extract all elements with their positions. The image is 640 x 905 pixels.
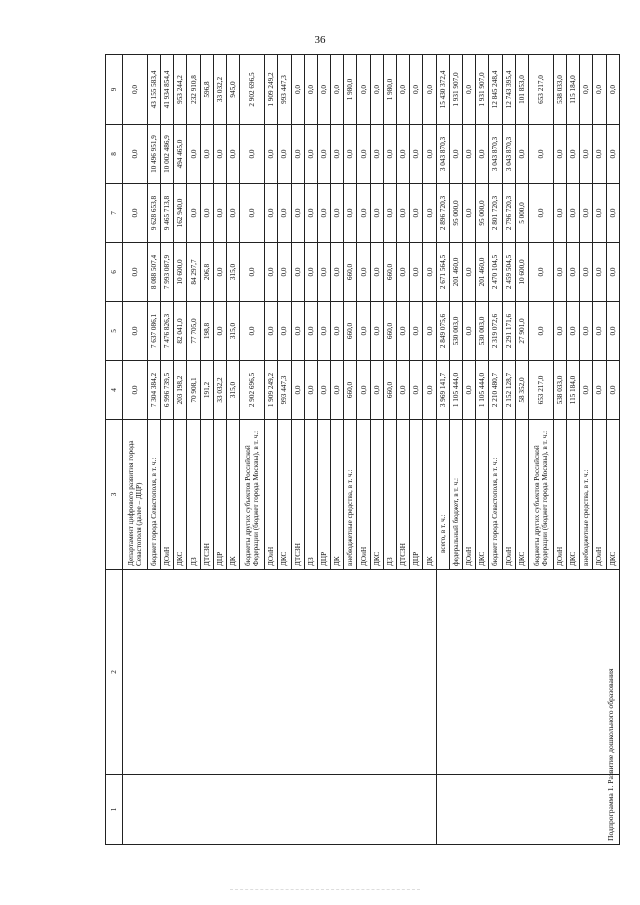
col-header: 3 xyxy=(106,420,123,570)
value-cell: 0,0 xyxy=(291,361,304,420)
value-cell: 0,0 xyxy=(606,361,619,420)
value-cell: 0,0 xyxy=(462,184,475,243)
value-cell: 0,0 xyxy=(370,125,383,184)
value-cell: 0,0 xyxy=(357,361,370,420)
value-cell: 0,0 xyxy=(213,125,226,184)
value-cell: 0,0 xyxy=(553,125,566,184)
value-cell: 0,0 xyxy=(410,361,423,420)
value-cell: 0,0 xyxy=(304,361,317,420)
value-cell: 0,0 xyxy=(567,243,580,302)
value-cell: 2 849 075,6 xyxy=(436,302,449,361)
row-label: ДОиН xyxy=(462,420,475,570)
value-cell: 0,0 xyxy=(515,125,528,184)
value-cell: 0,0 xyxy=(370,55,383,125)
value-cell: 0,0 xyxy=(304,125,317,184)
value-cell: 0,0 xyxy=(606,243,619,302)
value-cell: 7 993 087,9 xyxy=(161,243,174,302)
value-cell: 0,0 xyxy=(423,243,436,302)
value-cell: 0,0 xyxy=(240,302,265,361)
value-cell: 0,0 xyxy=(423,302,436,361)
value-cell: 0,0 xyxy=(370,243,383,302)
value-cell: 1 931 907,0 xyxy=(449,55,462,125)
row-label: бюджеты других субъектов Российской Федерации (бюджет города Москвы), в т. ч.: xyxy=(240,420,265,570)
value-cell: 0,0 xyxy=(278,243,291,302)
value-cell: 162 940,0 xyxy=(174,184,187,243)
value-cell: 43 155 583,4 xyxy=(147,55,160,125)
row-label: ДОиН xyxy=(593,420,606,570)
value-cell: 0,0 xyxy=(606,184,619,243)
row-label: ДК xyxy=(227,420,240,570)
value-cell: 0,0 xyxy=(410,125,423,184)
value-cell: 0,0 xyxy=(383,125,396,184)
value-cell: 0,0 xyxy=(553,243,566,302)
row-label: ДКС xyxy=(476,420,489,570)
value-cell: 7 476 826,3 xyxy=(161,302,174,361)
value-cell: 10 002 486,9 xyxy=(161,125,174,184)
col1-empty-cell xyxy=(123,775,437,845)
value-cell: 0,0 xyxy=(357,302,370,361)
value-cell: 0,0 xyxy=(331,302,344,361)
value-cell: 0,0 xyxy=(304,184,317,243)
value-cell: 0,0 xyxy=(123,55,148,125)
row-label: ДЗ xyxy=(187,420,200,570)
value-cell: 15 430 372,4 xyxy=(436,55,449,125)
value-cell: 0,0 xyxy=(278,302,291,361)
value-cell: 0,0 xyxy=(331,361,344,420)
value-cell: 7 304 384,2 xyxy=(147,361,160,420)
value-cell: 0,0 xyxy=(593,125,606,184)
value-cell: 315,0 xyxy=(227,361,240,420)
table-row xyxy=(123,55,148,845)
value-cell: 0,0 xyxy=(357,125,370,184)
value-cell: 3 043 870,3 xyxy=(436,125,449,184)
value-cell: 315,0 xyxy=(227,243,240,302)
value-cell: 0,0 xyxy=(423,361,436,420)
value-cell: 10 600,0 xyxy=(174,243,187,302)
value-cell: 596,8 xyxy=(200,55,213,125)
value-cell: 0,0 xyxy=(304,302,317,361)
value-cell: 0,0 xyxy=(567,302,580,361)
row-label: ДК xyxy=(423,420,436,570)
col2-empty-cell xyxy=(436,570,619,775)
rotated-table-wrapper xyxy=(105,55,620,845)
value-cell: 0,0 xyxy=(410,243,423,302)
value-cell: 0,0 xyxy=(331,243,344,302)
value-cell: 2 470 104,5 xyxy=(489,243,502,302)
value-cell: 0,0 xyxy=(213,184,226,243)
value-cell: 1 105 444,0 xyxy=(449,361,462,420)
value-cell: 41 934 854,4 xyxy=(161,55,174,125)
value-cell: 0,0 xyxy=(317,243,330,302)
value-cell: 0,0 xyxy=(291,243,304,302)
value-cell: 0,0 xyxy=(397,184,410,243)
row-label: ДКС xyxy=(370,420,383,570)
row-label: бюджет города Севастополя, в т. ч.: xyxy=(489,420,502,570)
value-cell: 660,0 xyxy=(383,361,396,420)
value-cell: 0,0 xyxy=(227,125,240,184)
value-cell: 0,0 xyxy=(331,184,344,243)
value-cell: 0,0 xyxy=(240,243,265,302)
value-cell: 1 909 249,2 xyxy=(265,55,278,125)
value-cell: 0,0 xyxy=(580,302,593,361)
value-cell: 0,0 xyxy=(397,125,410,184)
value-cell: 0,0 xyxy=(370,302,383,361)
value-cell: 2 210 480,7 xyxy=(489,361,502,420)
value-cell: 0,0 xyxy=(580,55,593,125)
value-cell: 2 796 720,3 xyxy=(502,184,515,243)
col-header: 9 xyxy=(106,55,123,125)
value-cell: 315,0 xyxy=(227,302,240,361)
row-label: бюджет города Севастополя, в т. ч.: xyxy=(147,420,160,570)
value-cell: 0,0 xyxy=(370,184,383,243)
value-cell: 0,0 xyxy=(291,55,304,125)
col-header: 6 xyxy=(106,243,123,302)
value-cell: 0,0 xyxy=(291,184,304,243)
value-cell: 0,0 xyxy=(317,125,330,184)
row-label: ДЦР xyxy=(317,420,330,570)
value-cell: 660,0 xyxy=(344,361,357,420)
value-cell: 0,0 xyxy=(593,361,606,420)
row-label: ДЦР xyxy=(410,420,423,570)
value-cell: 0,0 xyxy=(317,302,330,361)
row-label: ДТСЗН xyxy=(200,420,213,570)
value-cell: 0,0 xyxy=(528,302,553,361)
value-cell: 530 003,0 xyxy=(449,302,462,361)
value-cell: 0,0 xyxy=(553,302,566,361)
col-header: 4 xyxy=(106,361,123,420)
col-header: 5 xyxy=(106,302,123,361)
value-cell: 2 902 696,5 xyxy=(240,361,265,420)
value-cell: 0,0 xyxy=(291,125,304,184)
value-cell: 0,0 xyxy=(410,184,423,243)
page-number: 36 xyxy=(314,34,326,46)
value-cell: 0,0 xyxy=(265,243,278,302)
row-label: ДКС xyxy=(515,420,528,570)
value-cell: 10 600,0 xyxy=(515,243,528,302)
value-cell: 0,0 xyxy=(331,125,344,184)
row-label: ДКС xyxy=(606,420,619,570)
value-cell: 2 896 720,3 xyxy=(436,184,449,243)
value-cell: 0,0 xyxy=(553,184,566,243)
value-cell: 0,0 xyxy=(423,55,436,125)
value-cell: 0,0 xyxy=(462,125,475,184)
row-label: ДЗ xyxy=(383,420,396,570)
value-cell: 1 980,0 xyxy=(383,55,396,125)
value-cell: 115 184,0 xyxy=(567,55,580,125)
value-cell: 9 465 713,8 xyxy=(161,184,174,243)
row-label: ДОиН xyxy=(265,420,278,570)
value-cell: 6 996 739,5 xyxy=(161,361,174,420)
row-label: ДКС xyxy=(567,420,580,570)
value-cell: 0,0 xyxy=(462,55,475,125)
value-cell: 12 743 395,4 xyxy=(502,55,515,125)
row-label: ДЦР xyxy=(213,420,226,570)
value-cell: 201 460,0 xyxy=(476,243,489,302)
value-cell: 0,0 xyxy=(317,55,330,125)
value-cell: 0,0 xyxy=(462,302,475,361)
value-cell: 1 980,0 xyxy=(344,55,357,125)
value-cell: 0,0 xyxy=(123,243,148,302)
value-cell: 0,0 xyxy=(528,243,553,302)
value-cell: 0,0 xyxy=(357,184,370,243)
col-header: 1 xyxy=(106,775,123,845)
value-cell: 953 244,2 xyxy=(174,55,187,125)
value-cell: 0,0 xyxy=(567,125,580,184)
row-label: ДК xyxy=(331,420,344,570)
value-cell: 1 909 249,2 xyxy=(265,361,278,420)
value-cell: 95 000,0 xyxy=(476,184,489,243)
value-cell: 0,0 xyxy=(187,184,200,243)
value-cell: 0,0 xyxy=(213,243,226,302)
value-cell: 0,0 xyxy=(462,243,475,302)
value-cell: 0,0 xyxy=(278,184,291,243)
value-cell: 0,0 xyxy=(123,125,148,184)
value-cell: 115 184,0 xyxy=(567,361,580,420)
row-label: ДОиН xyxy=(161,420,174,570)
value-cell: 945,0 xyxy=(227,55,240,125)
value-cell: 2 801 720,3 xyxy=(489,184,502,243)
value-cell: 0,0 xyxy=(423,184,436,243)
value-cell: 1 931 907,0 xyxy=(476,55,489,125)
value-cell: 0,0 xyxy=(344,125,357,184)
value-cell: 0,0 xyxy=(580,125,593,184)
value-cell: 206,8 xyxy=(200,243,213,302)
value-cell: 201 460,0 xyxy=(449,243,462,302)
value-cell: 660,0 xyxy=(383,243,396,302)
row-label: внебюджетные средства, в т. ч.: xyxy=(344,420,357,570)
value-cell: 0,0 xyxy=(187,125,200,184)
value-cell: 198,8 xyxy=(200,302,213,361)
scan-artifact xyxy=(230,889,420,892)
row-label: бюджеты других субъектов Российской Федерации (бюджет города Москвы), в т. ч.: xyxy=(528,420,553,570)
financing-table xyxy=(105,54,620,845)
value-cell: 0,0 xyxy=(291,302,304,361)
value-cell: 3 043 870,3 xyxy=(502,125,515,184)
value-cell: 530 003,0 xyxy=(476,302,489,361)
value-cell: 0,0 xyxy=(123,302,148,361)
value-cell: 191,2 xyxy=(200,361,213,420)
value-cell: 2 291 171,6 xyxy=(502,302,515,361)
value-cell: 0,0 xyxy=(606,302,619,361)
table-row xyxy=(436,55,449,845)
value-cell: 3 043 870,3 xyxy=(489,125,502,184)
section-title: Подпрограмма 1. Развитие дошкольного образования xyxy=(436,775,619,845)
value-cell: 12 845 248,4 xyxy=(489,55,502,125)
col-header: 2 xyxy=(106,570,123,775)
col2-empty-cell xyxy=(123,570,437,775)
value-cell: 0,0 xyxy=(567,184,580,243)
value-cell: 0,0 xyxy=(123,184,148,243)
value-cell: 77 705,0 xyxy=(187,302,200,361)
row-label: ДОиН xyxy=(502,420,515,570)
value-cell: 0,0 xyxy=(200,125,213,184)
value-cell: 0,0 xyxy=(423,125,436,184)
value-cell: 0,0 xyxy=(410,302,423,361)
value-cell: 0,0 xyxy=(606,125,619,184)
value-cell: 0,0 xyxy=(344,184,357,243)
value-cell: 101 853,0 xyxy=(515,55,528,125)
value-cell: 0,0 xyxy=(528,125,553,184)
value-cell: 8 088 507,4 xyxy=(147,243,160,302)
value-cell: 0,0 xyxy=(304,243,317,302)
value-cell: 660,0 xyxy=(344,243,357,302)
value-cell: 95 000,0 xyxy=(449,184,462,243)
value-cell: 84 297,7 xyxy=(187,243,200,302)
value-cell: 7 637 086,1 xyxy=(147,302,160,361)
value-cell: 0,0 xyxy=(397,361,410,420)
value-cell: 0,0 xyxy=(383,184,396,243)
value-cell: 0,0 xyxy=(331,55,344,125)
value-cell: 0,0 xyxy=(397,302,410,361)
value-cell: 0,0 xyxy=(265,302,278,361)
value-cell: 3 969 141,7 xyxy=(436,361,449,420)
row-label: ДЗ xyxy=(304,420,317,570)
value-cell: 494 465,0 xyxy=(174,125,187,184)
value-cell: 538 033,0 xyxy=(553,361,566,420)
value-cell: 0,0 xyxy=(593,55,606,125)
value-cell: 0,0 xyxy=(265,184,278,243)
row-label: федеральный бюджет, в т. ч.: xyxy=(449,420,462,570)
value-cell: 0,0 xyxy=(357,55,370,125)
row-label: ДКС xyxy=(174,420,187,570)
col-header: 7 xyxy=(106,184,123,243)
value-cell: 0,0 xyxy=(449,125,462,184)
row-label: ДТСЗН xyxy=(291,420,304,570)
value-cell: 232 910,8 xyxy=(187,55,200,125)
value-cell: 0,0 xyxy=(123,361,148,420)
value-cell: 0,0 xyxy=(317,361,330,420)
value-cell: 0,0 xyxy=(370,361,383,420)
row-label: внебюджетные средства, в т. ч.: xyxy=(580,420,593,570)
value-cell: 0,0 xyxy=(265,125,278,184)
value-cell: 0,0 xyxy=(317,184,330,243)
value-cell: 58 352,0 xyxy=(515,361,528,420)
value-cell: 0,0 xyxy=(606,55,619,125)
value-cell: 2 902 696,5 xyxy=(240,55,265,125)
row-label: ДКС xyxy=(278,420,291,570)
value-cell: 27 901,0 xyxy=(515,302,528,361)
value-cell: 0,0 xyxy=(278,125,291,184)
value-cell: 0,0 xyxy=(357,243,370,302)
value-cell: 82 041,0 xyxy=(174,302,187,361)
value-cell: 9 628 653,8 xyxy=(147,184,160,243)
value-cell: 0,0 xyxy=(200,184,213,243)
value-cell: 0,0 xyxy=(580,243,593,302)
value-cell: 0,0 xyxy=(397,243,410,302)
value-cell: 10 496 951,9 xyxy=(147,125,160,184)
value-cell: 538 033,0 xyxy=(553,55,566,125)
value-cell: 0,0 xyxy=(593,184,606,243)
value-cell: 5 000,0 xyxy=(515,184,528,243)
value-cell: 0,0 xyxy=(240,184,265,243)
value-cell: 660,0 xyxy=(383,302,396,361)
value-cell: 1 105 444,0 xyxy=(476,361,489,420)
value-cell: 2 671 564,5 xyxy=(436,243,449,302)
value-cell: 0,0 xyxy=(213,302,226,361)
value-cell: 0,0 xyxy=(304,55,317,125)
value-cell: 0,0 xyxy=(397,55,410,125)
value-cell: 993 447,3 xyxy=(278,361,291,420)
table-body xyxy=(123,55,620,845)
value-cell: 33 032,2 xyxy=(213,55,226,125)
value-cell: 2 152 128,7 xyxy=(502,361,515,420)
col-header: 8 xyxy=(106,125,123,184)
row-label: ДОиН xyxy=(553,420,566,570)
value-cell: 2 459 504,5 xyxy=(502,243,515,302)
value-cell: 653 217,0 xyxy=(528,55,553,125)
value-cell: 0,0 xyxy=(227,184,240,243)
row-label: ДТСЗН xyxy=(397,420,410,570)
value-cell: 0,0 xyxy=(580,361,593,420)
value-cell: 33 032,2 xyxy=(213,361,226,420)
value-cell: 653 217,0 xyxy=(528,361,553,420)
value-cell: 660,0 xyxy=(344,302,357,361)
row-label: ДОиН xyxy=(357,420,370,570)
value-cell: 70 908,1 xyxy=(187,361,200,420)
value-cell: 0,0 xyxy=(593,243,606,302)
value-cell: 0,0 xyxy=(528,184,553,243)
value-cell: 993 447,3 xyxy=(278,55,291,125)
value-cell: 0,0 xyxy=(240,125,265,184)
value-cell: 203 198,2 xyxy=(174,361,187,420)
value-cell: 0,0 xyxy=(580,184,593,243)
row-label: Департамент цифрового развития города Севастополя (далее – ДЦР) xyxy=(123,420,148,570)
value-cell: 0,0 xyxy=(476,125,489,184)
row-label: всего, в т. ч.: xyxy=(436,420,449,570)
value-cell: 0,0 xyxy=(410,55,423,125)
header-row xyxy=(106,55,123,845)
value-cell: 2 319 072,6 xyxy=(489,302,502,361)
value-cell: 0,0 xyxy=(593,302,606,361)
value-cell: 0,0 xyxy=(462,361,475,420)
